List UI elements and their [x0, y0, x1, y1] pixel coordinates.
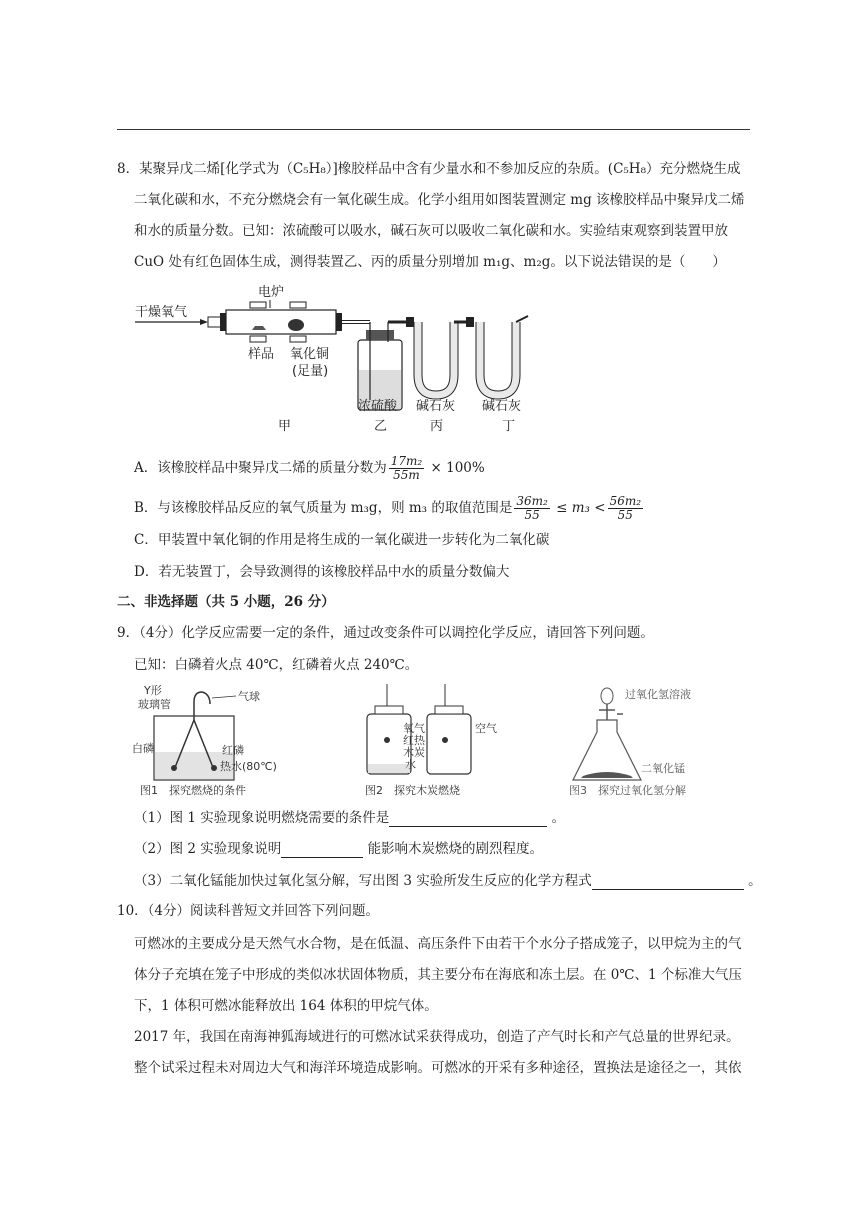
- gas-arrow-head: [200, 319, 208, 325]
- option-a-numerator: 17m₂: [390, 454, 423, 468]
- top-rule: [117, 129, 750, 130]
- fig3-mno2-label: 二氧化锰: [641, 762, 685, 775]
- q10-intro: 10．（4分）阅读科普短文并回答下列问题。: [117, 903, 380, 919]
- option-a-tail: × 100%: [430, 460, 485, 476]
- label-jia: 甲: [278, 419, 292, 434]
- option-b-text: B．与该橡胶样品反应的氧气质量为 m₃g，则 m₃ 的取值范围是: [134, 500, 513, 516]
- lime-label-1: 碱石灰: [416, 399, 456, 414]
- q8-apparatus-diagram: [130, 280, 550, 440]
- option-b: [134, 495, 645, 522]
- label-yi: 乙: [374, 419, 388, 434]
- acid-label: 浓硫酸: [358, 399, 398, 414]
- option-d: D．若无装置丁，会导致测得的该橡胶样品中水的质量分数偏大: [134, 564, 510, 580]
- fig1-balloon-label: 气球: [238, 690, 260, 703]
- option-a-fraction: [389, 455, 424, 482]
- heater-left: [250, 302, 266, 308]
- option-b-denominator-2: 55: [617, 508, 633, 522]
- q9-known: 已知：白磷着火点 40℃，红磷着火点 240℃。: [134, 657, 419, 673]
- sample-label: 样品: [248, 347, 275, 362]
- q9-sub-3-text: （3）二氧化锰能加快过氧化氢分解，写出图 3 实验所发生反应的化学方程式: [134, 873, 592, 889]
- figure-1: [130, 680, 320, 800]
- inlet-tube: [208, 317, 222, 327]
- right-stopper: [336, 313, 342, 331]
- q9-sub-2-answer-blank[interactable]: [281, 839, 363, 858]
- fig2-air-bottle: [427, 714, 471, 774]
- section-2-heading: 二、非选择题（共 5 小题，26 分）: [117, 594, 335, 610]
- option-c: C．甲装置中氧化铜的作用是将生成的一氧化碳进一步转化为二氧化碳: [134, 532, 550, 548]
- fig2-charcoal-label: 木炭: [403, 746, 425, 759]
- option-b-numerator-1: 36m₂: [516, 494, 548, 508]
- q9-sub-3-answer-blank[interactable]: [592, 871, 744, 890]
- q9-sub-3-end: 。: [748, 873, 762, 889]
- left-stopper: [220, 313, 226, 331]
- q9-sub-1-text: （1）图 1 实验现象说明燃烧需要的条件是: [134, 810, 390, 826]
- q9-intro: 9．（4分）化学反应需要一定的条件，通过改变条件可以调控化学反应，请回答下列问题。: [117, 625, 654, 641]
- cuo-label-2: (足量): [292, 364, 329, 379]
- option-b-middle: ≤ m₃ <: [556, 500, 606, 516]
- cuo-pile: [288, 319, 304, 331]
- fig1-hot-water-label: 热水(80℃): [220, 760, 277, 773]
- option-b-numerator-2: 56m₂: [609, 494, 642, 508]
- combustion-tube: [226, 310, 336, 334]
- q8-line-1: 8．某聚异戊二烯[化学式为（C₅H₈）]橡胶样品中含有少量水和不参加反应的杂质。(C₅H₈）充分燃烧生成: [117, 161, 741, 177]
- fig1-y-tube-label-2: 玻璃管: [138, 698, 171, 711]
- label-bing: 丙: [430, 419, 444, 434]
- lime-label-2: 碱石灰: [482, 399, 522, 414]
- furnace-label: 电炉: [258, 285, 285, 300]
- option-a-denominator: 55m: [393, 468, 420, 482]
- fig2-caption: 图2 探究木炭燃烧: [365, 784, 460, 797]
- u-tube-bing: [418, 322, 454, 395]
- q9-sub-2-text-a: （2）图 2 实验现象说明: [134, 841, 282, 857]
- fig2-red-hot-label: 红热: [403, 734, 425, 747]
- option-a-text: A．该橡胶样品中聚异戊二烯的质量分数为: [134, 460, 387, 476]
- fig1-caption: 图1 探究燃烧的条件: [140, 784, 246, 797]
- q10-p1-line-3: 下，1 体积可燃冰能释放出 164 体积的甲烷气体。: [134, 998, 438, 1014]
- q9-sub-2-text-b: 能影响木炭燃烧的剧烈程度。: [367, 841, 544, 857]
- figure-3: [565, 680, 725, 800]
- q10-p2-line-1: 2017 年，我国在南海神狐海域进行的可燃冰试采获得成功，创造了产气时长和产气总量的世界纪录。: [134, 1029, 740, 1045]
- figure-2: [355, 680, 515, 800]
- q10-p2-line-2: 整个试采过程未对周边大气和海洋环境造成影响。可燃冰的开采有多种途径，置换法是途径之一，其依: [134, 1060, 742, 1076]
- option-b-denominator-1: 55: [524, 508, 540, 522]
- fig1-white-p-label: 白磷: [132, 742, 154, 755]
- u-tube-ding: [480, 322, 516, 395]
- q9-sub-1-answer-blank[interactable]: [389, 808, 547, 827]
- fig2-air-label: 空气: [475, 722, 497, 735]
- fig2-water-label: 水: [405, 758, 416, 771]
- fig3-flask: [573, 720, 641, 780]
- q10-p1-line-1: 可燃冰的主要成分是天然气水合物，是在低温、高压条件下由若干个水分子搭成笼子，以甲烷为主的气: [134, 936, 742, 952]
- q9-sub-2: [134, 839, 543, 858]
- q8-line-2: 二氧化碳和水，不充分燃烧会有一氧化碳生成。化学小组用如图装置测定 mg 该橡胶样品中聚异戊二烯: [134, 192, 745, 208]
- option-a: [134, 455, 485, 482]
- q9-sub-1: [134, 808, 565, 827]
- q10-p1-line-2: 体分子充填在笼子中形成的类似冰状固体物质，其主要分布在海底和冻土层。在 0℃、1 个标准大气压: [134, 967, 742, 983]
- fig3-caption: 图3 探究过氧化氢分解: [569, 784, 686, 797]
- label-ding: 丁: [502, 419, 516, 434]
- cuo-label-1: 氧化铜: [290, 347, 330, 362]
- fig1-y-tube-label-1: Y形: [144, 684, 162, 697]
- fig2-oxygen-label: 氧气: [403, 722, 425, 735]
- fig1-red-p-label: 红磷: [222, 744, 244, 757]
- option-b-fraction-1: [514, 495, 549, 522]
- gas-label: 干燥氧气: [135, 305, 188, 320]
- q9-sub-1-end: 。: [551, 810, 566, 826]
- q9-sub-3: [134, 871, 762, 890]
- q8-line-4: CuO 处有红色固体生成，测得装置乙、丙的质量分别增加 m₁g、m₂g。以下说法错误的是（ ）: [134, 254, 726, 270]
- option-b-fraction-2: [608, 495, 643, 522]
- heater-right: [290, 302, 306, 308]
- q8-line-3: 和水的质量分数。已知：浓硫酸可以吸水，碱石灰可以吸收二氧化碳和水。实验结束观察到装置甲放: [134, 223, 728, 239]
- fig3-h2o2-label: 过氧化氢溶液: [625, 688, 691, 701]
